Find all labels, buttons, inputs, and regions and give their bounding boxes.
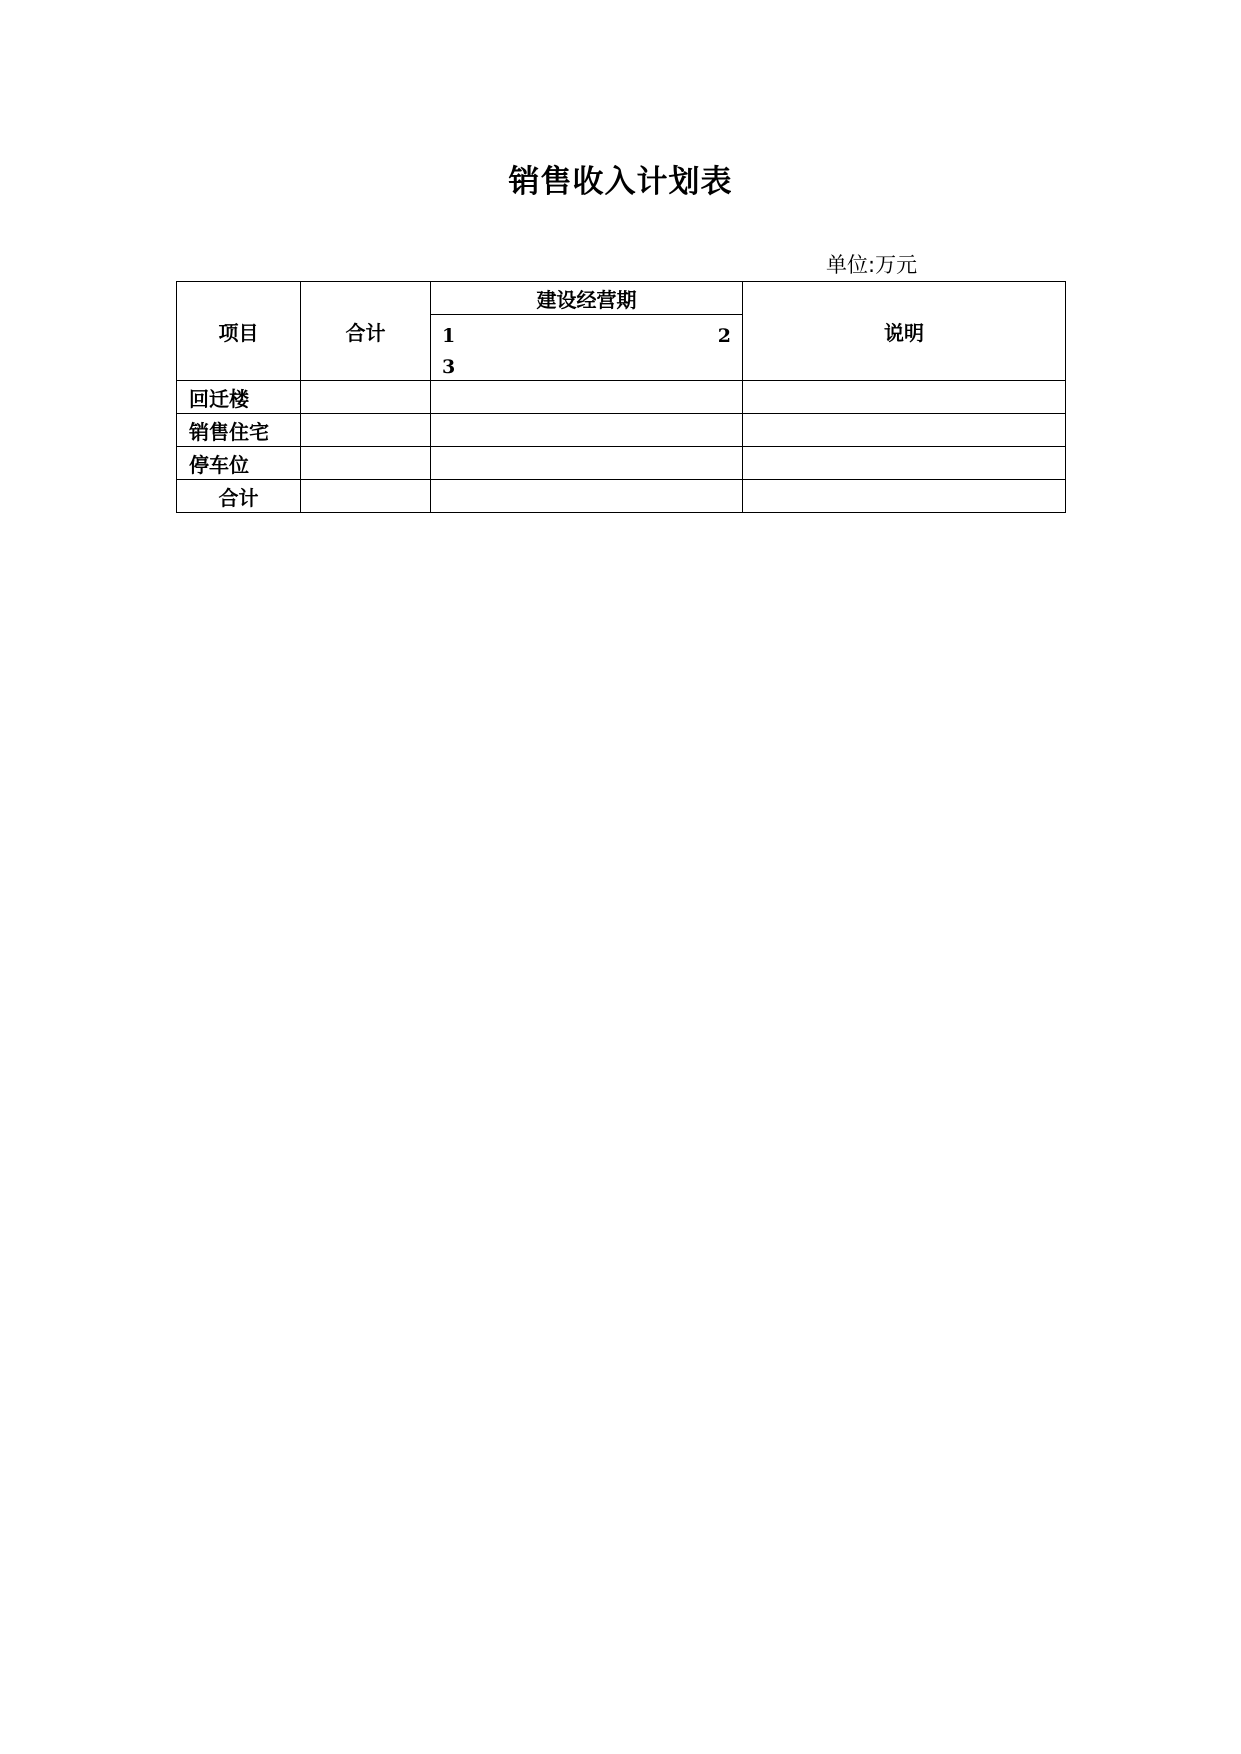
document-title: 销售收入计划表 <box>508 164 733 200</box>
row-note-cell <box>743 381 1066 414</box>
row-note-cell <box>743 414 1066 447</box>
row-total-cell <box>301 381 431 414</box>
period-number-2: 2 <box>717 325 731 347</box>
table-row <box>177 414 1066 447</box>
period-numbers-cell <box>431 315 743 381</box>
period-number-1: 1 <box>442 325 456 347</box>
row-period-cell <box>431 414 743 447</box>
row-note-cell <box>743 480 1066 513</box>
table-row <box>177 381 1066 414</box>
row-total-cell <box>301 447 431 480</box>
row-period-cell <box>431 381 743 414</box>
row-period-cell <box>431 447 743 480</box>
header-note: 说明 <box>743 282 1066 381</box>
header-period: 建设经营期 <box>431 282 743 315</box>
header-item: 项目 <box>177 282 301 381</box>
table-row <box>177 447 1066 480</box>
unit-label: 单位:万元 <box>826 253 918 277</box>
row-period-cell <box>431 480 743 513</box>
period-number-3: 3 <box>442 356 456 378</box>
row-label: 合计 <box>177 480 301 513</box>
table-total-row <box>177 480 1066 513</box>
table-header-row <box>177 282 1066 315</box>
row-label: 销售住宅 <box>177 414 301 447</box>
header-total: 合计 <box>301 282 431 381</box>
sales-revenue-plan-table <box>176 281 1066 513</box>
row-total-cell <box>301 414 431 447</box>
row-label: 回迁楼 <box>177 381 301 414</box>
row-label: 停车位 <box>177 447 301 480</box>
row-note-cell <box>743 447 1066 480</box>
row-total-cell <box>301 480 431 513</box>
